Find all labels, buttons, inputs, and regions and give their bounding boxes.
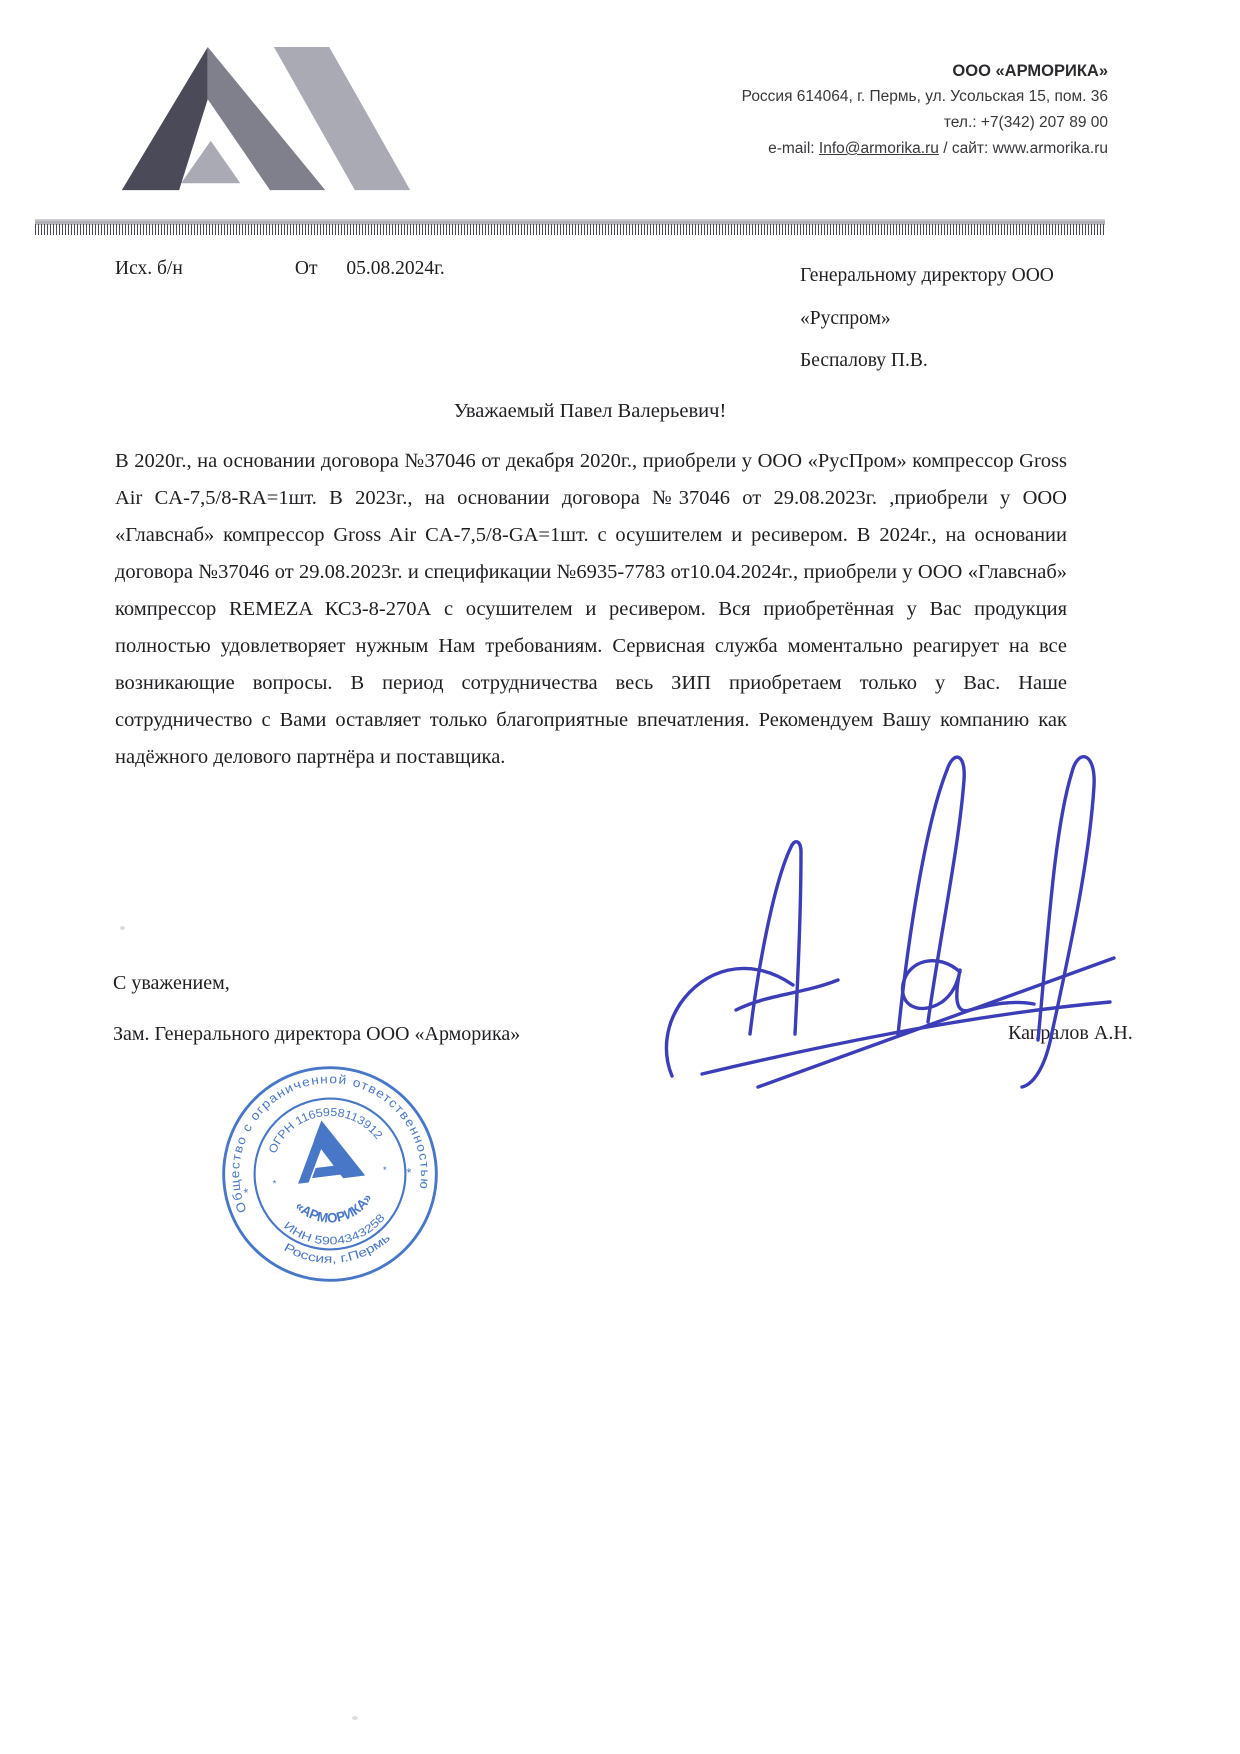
stamp-star-left: *	[242, 1185, 250, 1201]
company-address: Россия 614064, г. Пермь, ул. Усольская 15, пом. 36	[741, 88, 1108, 105]
stamp-ring-text: Общество с ограниченной ответственностью	[228, 1072, 432, 1215]
reference-row	[115, 258, 445, 280]
addressee-block	[800, 255, 1140, 383]
decorative-divider	[35, 219, 1105, 236]
site-url: www.armorika.ru	[992, 140, 1108, 157]
addressee-line1: Генеральному директору ООО	[800, 265, 1054, 286]
company-web-contacts	[548, 136, 1108, 162]
letterhead-contacts	[548, 58, 1108, 162]
stamp-inn-text: ИНН 5904343258	[281, 1213, 387, 1248]
letter-body: В 2020г., на основании договора №37046 от декабря 2020г., приобрели у ООО «РусПром» компрессор Gross Air CA-7,5/8-RA=1шт. В 2023г., на основании договора №37046 от 29.08.2023г. ,приобрели у ООО «Главснаб» компрессор Gross Air CA-7,5/8-GA=1шт. с осушителем и ресивером. В 2024г., на основании договора №37046 от 29.08.2023г. и спецификации №6935-7783 от10.04.2024г., приобрели у ООО «Главснаб» компрессор REMEZA КС3-8-270А с осушителем и ресивером. Вся приобретённая у Вас продукция полностью удовлетворяет нужным Нам требованиям. Сервисная служба моментально реагирует на все возникающие вопросы. В период сотрудничества весь ЗИП приобретаем только у Вас. Наше сотрудничество с Вами оставляет только благоприятные впечатления. Рекомендуем Вашу компанию как надёжного делового партнёра и поставщика.	[115, 450, 1067, 768]
stamp-dot-left: *	[272, 1178, 278, 1190]
addressee-line3: Беспалову П.В.	[800, 350, 928, 371]
email-link: Info@armorika.ru	[818, 140, 939, 157]
signature-strokes	[666, 757, 1114, 1087]
outgoing-number: Исх. б/н	[115, 258, 183, 279]
stamp-ogrn-text: ОГРН 1165958113912	[266, 1105, 385, 1156]
separator: /	[943, 140, 948, 157]
scan-speck	[352, 1716, 358, 1720]
salutation: Уважаемый Павел Валерьевич!	[453, 400, 727, 422]
stamp-star-right: *	[405, 1165, 413, 1181]
signer-position: Зам. Генерального директора ООО «Арморика»	[113, 1023, 521, 1045]
handwritten-signature	[598, 742, 1128, 1110]
stamp-dot-right: *	[382, 1164, 388, 1177]
company-stamp	[214, 1058, 446, 1290]
from-label: От	[294, 258, 318, 279]
company-phone: тел.: +7(342) 207 89 00	[943, 114, 1108, 131]
email-label: e-mail:	[768, 140, 815, 157]
stamp-location-text: Россия, г.Пермь	[281, 1231, 392, 1266]
addressee-line2: «Руспром»	[800, 307, 891, 329]
stamp-company-text: «АРМОРИКА»	[292, 1190, 376, 1226]
site-label: сайт:	[951, 140, 989, 157]
divider-teeth	[35, 224, 1105, 235]
scan-speck	[120, 926, 125, 930]
signer-name: Капралов А.Н.	[1008, 1022, 1133, 1044]
letter-date: 05.08.2024г.	[346, 258, 445, 279]
closing-regards: С уважением,	[113, 972, 230, 994]
company-name: ООО «АРМОРИКА»	[952, 62, 1108, 80]
company-logo-icon	[112, 42, 422, 200]
